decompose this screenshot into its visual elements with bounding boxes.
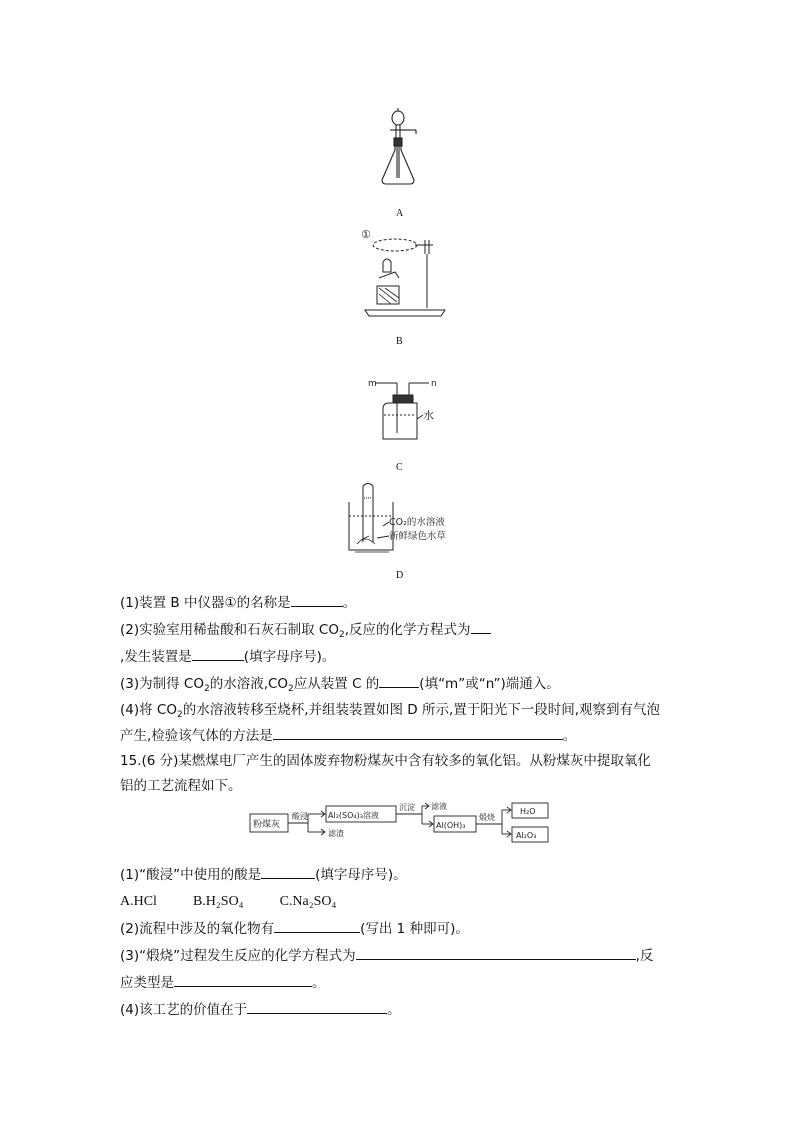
q15-intro-text-2: 铝的工艺流程如下。	[120, 778, 242, 794]
q15-part3-cont-text: 应类型是	[120, 975, 174, 991]
apparatus-a-figure	[370, 108, 430, 188]
q15-part3	[120, 945, 653, 966]
q14-part4-cont-end: 。	[562, 728, 577, 744]
q15-intro-text: 15.(6 分)某燃煤电厂产生的固体废弃物粉煤灰中含有较多的氧化铝。从粉煤灰中提取氧化	[120, 753, 651, 769]
flow-output-water: H₂O	[520, 807, 536, 816]
flow-step-acid-leach: 酸浸	[292, 812, 308, 821]
q14-part1	[120, 592, 356, 613]
q14-part2-cont	[120, 646, 335, 667]
q15-intro-line1	[120, 751, 651, 771]
subscript: 2	[288, 684, 294, 694]
q15-part1-text: (1)“酸浸”中使用的酸是	[120, 867, 262, 883]
q15-part4	[120, 999, 401, 1020]
q15-part4-text: (4)该工艺的价值在于	[120, 1002, 248, 1018]
q14-part1-end: 。	[342, 595, 357, 611]
q15-intro-line2	[120, 776, 242, 796]
answer-blank[interactable]	[273, 725, 563, 740]
answer-blank[interactable]	[192, 646, 244, 661]
q14-part4-text-2: 的水溶液转移至烧杯,并组装装置如图 D 所示,置于阳光下一段时间,观察到有气泡	[182, 702, 661, 718]
q14-part2-text-2: ,反应的化学方程式为	[344, 622, 471, 638]
answer-blank[interactable]	[261, 864, 315, 879]
q15-part3-cont-end: 。	[312, 975, 326, 991]
flow-start: 粉煤灰	[253, 820, 281, 830]
answer-blank[interactable]	[356, 945, 636, 960]
q15-part2-text: (2)流程中涉及的氧化物有	[120, 921, 275, 937]
q14-part3-end: (填“m”或“n”)端通入。	[419, 676, 560, 692]
q14-part3-text-2: 的水溶液,CO	[209, 676, 289, 692]
q15-options	[120, 891, 372, 912]
subscript: 2	[203, 684, 210, 694]
subscript: 2	[176, 710, 183, 720]
flow-output-alumina: Al₂O₃	[516, 831, 537, 840]
q15-part1-end: (填字母序号)。	[315, 867, 407, 883]
q15-part2	[120, 918, 469, 939]
process-flow-diagram	[248, 796, 558, 850]
answer-blank[interactable]	[274, 918, 360, 933]
apparatus-b-figure	[355, 220, 455, 320]
flow-product-aluminium-hydroxide: Al(OH)₃	[436, 821, 466, 830]
q14-part3-text: (3)为制得 CO	[120, 676, 204, 692]
figure-d-co2-label: CO₂的水溶液	[389, 517, 445, 528]
q15-part3-text: (3)“煅烧”过程发生反应的化学方程式为	[120, 948, 356, 964]
q14-part2-text: (2)实验室用稀盐酸和石灰石制取 CO	[120, 622, 339, 638]
q14-part4	[120, 700, 660, 720]
flow-residue: 滤渣	[328, 829, 344, 838]
apparatus-d-figure	[345, 480, 485, 555]
figure-c-port-m: m	[368, 379, 377, 389]
q15-part3-end: ,反	[635, 948, 654, 964]
q14-part4-cont-text: 产生,检验该气体的方法是	[120, 728, 273, 744]
flow-filtrate: 滤液	[431, 802, 447, 811]
option-c[interactable]: C.Na₂SO₄	[279, 894, 337, 909]
figure-c-label: C	[396, 462, 403, 473]
flow-product-aluminium-sulfate: Al₂(SO₄)₃溶液	[328, 811, 379, 820]
q14-part3-text-3: 应从装置 C 的	[293, 676, 380, 692]
apparatus-c-figure	[365, 375, 445, 445]
option-a[interactable]: A.HCl	[120, 894, 157, 909]
answer-blank[interactable]	[471, 619, 491, 634]
flow-step-precipitate: 沉淀	[399, 803, 415, 812]
q14-part1-text: (1)装置 B 中仪器①的名称是	[120, 595, 291, 611]
q14-part2	[120, 619, 491, 640]
figure-a-label: A	[396, 208, 404, 219]
figure-d-plant-label: 新鲜绿色水草	[389, 531, 447, 542]
q15-part3-cont	[120, 972, 326, 993]
answer-blank[interactable]	[247, 999, 387, 1014]
figure-d-label: D	[396, 570, 404, 581]
q15-part1	[120, 864, 407, 885]
q14-part2-cont-end: (填字母序号)。	[243, 649, 336, 665]
flow-step-calcine: 煅烧	[479, 813, 495, 822]
answer-blank[interactable]	[379, 673, 419, 688]
figure-b-label: B	[396, 336, 403, 347]
q15-part2-end: (写出 1 种即可)。	[360, 921, 469, 937]
figure-b-marker: ①	[361, 228, 371, 241]
q14-part3	[120, 673, 560, 694]
figure-c-port-n: n	[431, 379, 437, 389]
q14-part4-text: (4)将 CO	[120, 702, 177, 718]
q14-part2-cont-text: ,发生装置是	[120, 649, 192, 665]
subscript: 2	[338, 630, 345, 640]
q15-part4-end: 。	[387, 1002, 401, 1018]
q14-part4-cont	[120, 725, 576, 746]
answer-blank[interactable]	[174, 972, 312, 987]
answer-blank[interactable]	[291, 592, 343, 607]
figure-c-water-label: 水	[423, 409, 434, 422]
option-b[interactable]: B.H₂SO₄	[192, 894, 244, 909]
